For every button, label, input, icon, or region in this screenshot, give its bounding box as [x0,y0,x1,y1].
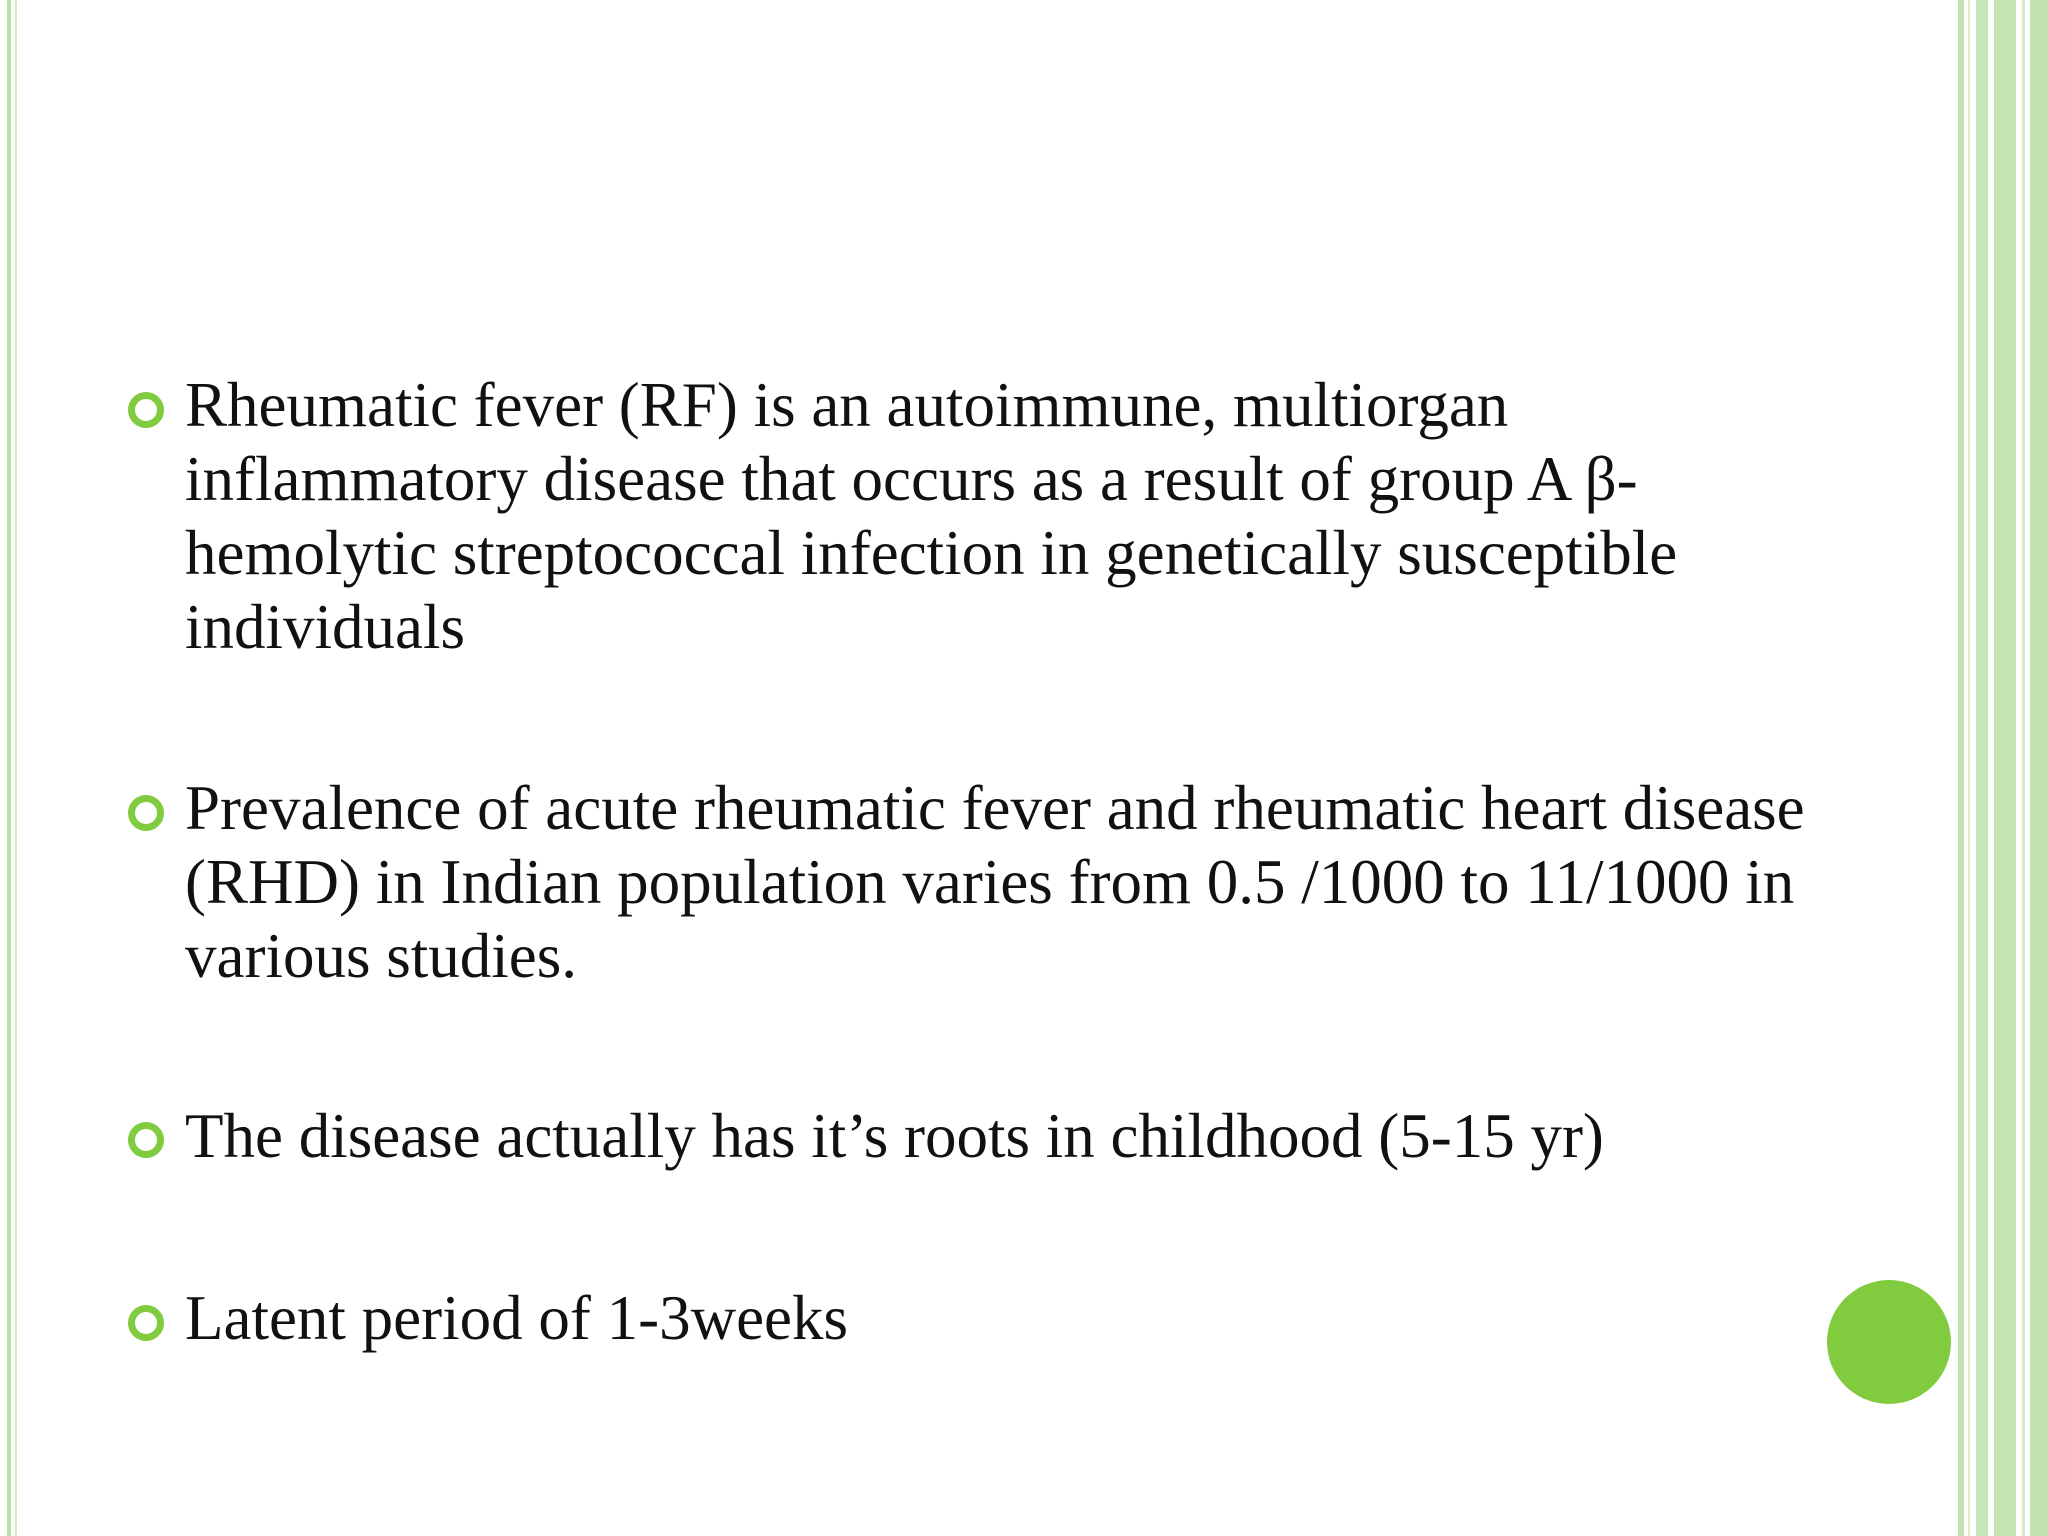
right-stripe [2030,0,2048,1536]
right-stripe [1968,0,1970,1536]
right-stripe [1994,0,2016,1536]
bullet-item: Rheumatic fever (RF) is an autoimmune, multiorgan inflammatory disease that occurs as a result of group A β-hemolytic streptococcal infection in genetically susceptible individuals [185,370,1678,662]
bullet-item: Latent period of 1-3weeks [185,1283,849,1353]
bullet-ring-icon [128,795,164,831]
bullet-item: Prevalence of acute rheumatic fever and rheumatic heart disease (RHD) in Indian population varies from 0.5 /1000 to 11/1000 in various studies. [185,773,1805,991]
right-stripe [1958,0,1964,1536]
right-stripe [1976,0,1988,1536]
bullet-ring-icon [128,1122,164,1158]
bullet-ring-icon [128,392,164,428]
bullet-item: The disease actually has it’s roots in childhood (5-15 yr) [185,1101,1604,1171]
bullet-ring-icon [128,1305,164,1341]
right-stripe [2022,0,2025,1536]
